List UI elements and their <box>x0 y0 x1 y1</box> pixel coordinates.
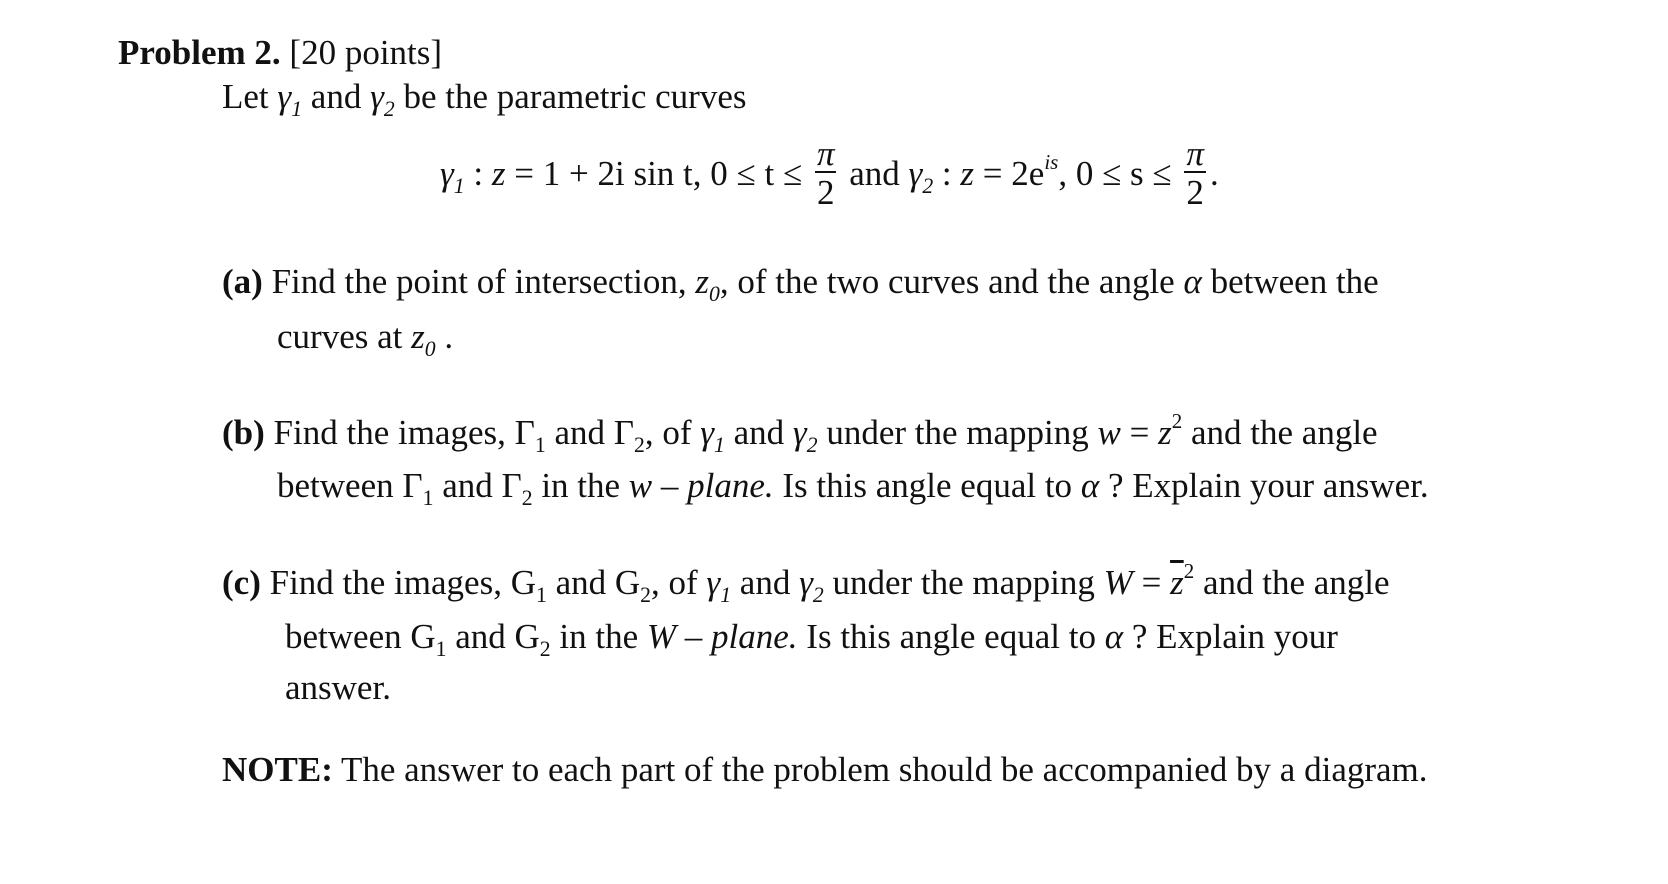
note-text: The answer to each part of the problem should be accompanied by a diagram. <box>332 750 1428 789</box>
problem-heading <box>118 33 442 73</box>
part-b-label: (b) <box>222 413 265 452</box>
gamma1-expression: 1 + 2i sin t, 0 ≤ t ≤ <box>542 154 803 194</box>
gamma2-symbol: $\gamma_2$ <box>370 77 395 121</box>
gamma2-exponent: is <box>1044 150 1059 175</box>
part-c-line1: (c) Find the images, $G_1$ and $G_2$, of $\gamma_1$ and $\gamma_2$ under the mapping $W = \overline{z}^2$ and the angle <box>222 559 1390 607</box>
part-b-line1: (b) Find the images, $\Gamma_1$ and $\Gamma_2$, of $\gamma_1$ and $\gamma_2$ under the mapping $w = z^2$ and the angle <box>222 409 1378 457</box>
intro-line: Let $\gamma_1$ and $\gamma_2$ be the parametric curves <box>222 77 747 121</box>
pi-over-2-fraction: $\frac{\pi}{2}$ <box>1186 134 1204 212</box>
gamma2-base: 2e <box>1011 154 1045 194</box>
gamma1-symbol: $\gamma_1$ <box>277 77 303 121</box>
curve-equations: $\gamma_1$ : z = 1 + 2i sin t, 0 ≤ t ≤ $\frac{\pi}{2}$ and $\gamma_2$ : $z = 2e^{is}$, 0 ≤ s ≤ $\frac{\pi}{2}$ . <box>440 134 1219 212</box>
part-a-label: (a) <box>222 262 263 301</box>
problem-title: Problem 2. <box>118 33 281 72</box>
problem-points: [20 points] <box>289 33 443 72</box>
pi-over-2-fraction: $\frac{\pi}{2}$ <box>816 134 835 212</box>
note-line <box>222 750 1428 790</box>
part-c-label: (c) <box>222 563 261 602</box>
part-c-line2: between $G_1$ and $G_2$ in the W – plane. Is this angle equal to α ? Explain your <box>285 617 1338 661</box>
note-label: NOTE: <box>222 750 333 789</box>
part-b-line2: between $\Gamma_1$ and $\Gamma_2$ in the w – plane. Is this angle equal to α ? Explain your answer. <box>277 466 1429 510</box>
part-c-line3: answer. <box>285 668 391 707</box>
part-a-line2: curves at $z_0$ . <box>277 317 454 361</box>
part-a-line1: (a) Find the point of intersection, $z_0$, of the two curves and the angle α between the <box>222 262 1379 306</box>
